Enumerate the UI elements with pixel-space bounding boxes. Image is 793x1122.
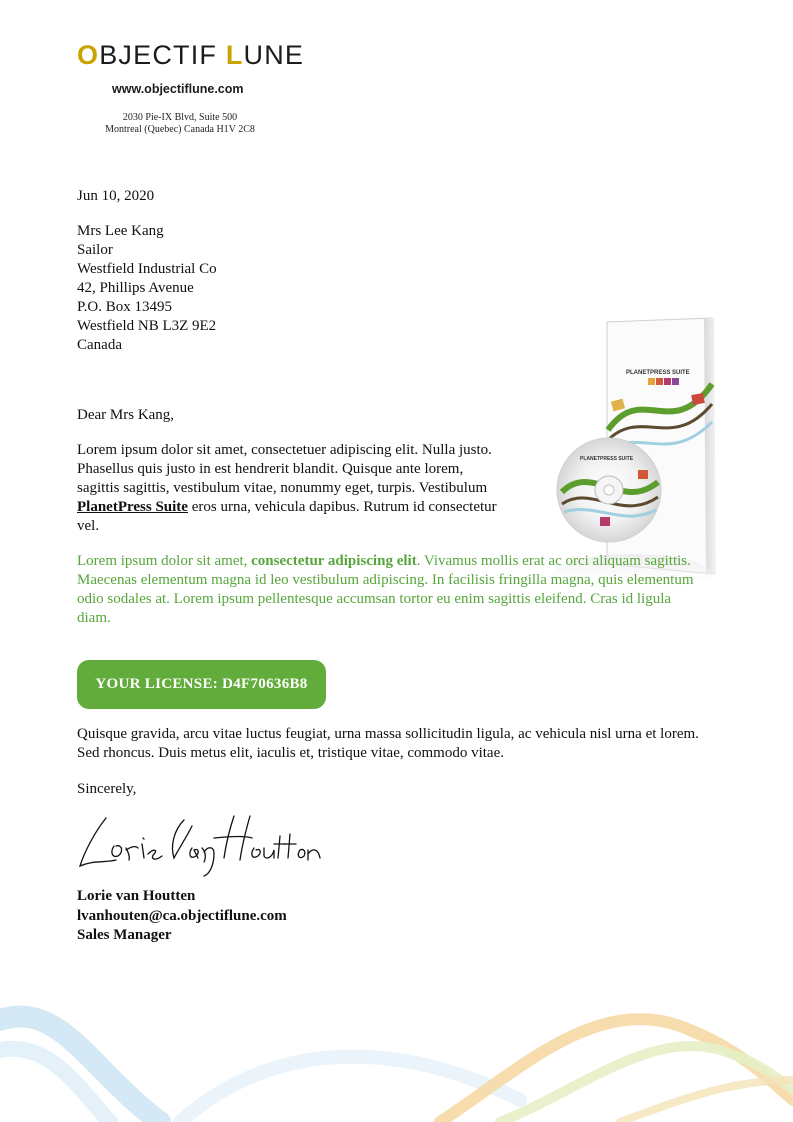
- letter-date: Jun 10, 2020: [77, 188, 155, 204]
- para1-text-start: Lorem ipsum dolor sit amet, consectetuer adipiscing elit. Nulla justo. Phasellus quis justo in est hendrerit blandit. Quisque ante lorem, sagittis sagittis, vestibulum vitae, nonummy eget, turpis. Vestibulum: [77, 442, 492, 496]
- para2-text-start: Lorem ipsum dolor sit amet,: [77, 553, 252, 569]
- decorative-waves-footer: [0, 990, 793, 1122]
- para2-text-end: . Vivamus mollis erat ac orci aliquam sagittis. Maecenas elementum magna id leo vestibulum adipiscing. In facilisis fringilla magna, quis elementum odio sodales at. Lorem ipsum pellentesque accumsan tortor eu enim sagittis eleifend. Cras id ligula diam.: [77, 553, 694, 626]
- recipient-line: Westfield Industrial Co: [77, 261, 217, 277]
- handwritten-signature: [74, 808, 324, 878]
- logo-word-bjectif: BJECTIF: [99, 40, 226, 70]
- company-website[interactable]: www.objectiflune.com: [112, 82, 244, 96]
- body-paragraph-3: Quisque gravida, arcu vitae luctus feugiat, urna massa sollicitudin ligula, ac vehicula nisl urna et lorem. Sed rhoncus. Duis metus elit, iaculis et, tristique vitae, commodo vitae.: [77, 726, 699, 761]
- recipient-line: P.O. Box 13495: [77, 299, 173, 315]
- logo-word-une: UNE: [243, 40, 305, 70]
- recipient-address: [77, 222, 217, 355]
- para2-bold-text: consectetur adipiscing elit: [251, 553, 417, 569]
- signer-title: Sales Manager: [77, 927, 172, 943]
- recipient-line: Sailor: [77, 242, 113, 258]
- company-logo: [77, 40, 304, 71]
- product-name-link[interactable]: PlanetPress Suite: [77, 499, 188, 515]
- body-paragraph-1: [77, 441, 497, 536]
- recipient-line: Westfield NB L3Z 9E2: [77, 318, 217, 334]
- signer-block: [77, 887, 287, 946]
- para1-text-end: eros urna, vehicula dapibus. Rutrum id consectetur vel.: [77, 499, 497, 534]
- license-badge: YOUR LICENSE: D4F70636B8: [77, 660, 326, 709]
- signer-name: Lorie van Houtten: [77, 888, 196, 904]
- recipient-line: 42, Phillips Avenue: [77, 280, 194, 296]
- signer-email[interactable]: lvanhouten@ca.objectiflune.com: [77, 907, 287, 924]
- box-brand-text: PLANETPRESS SUITE: [626, 370, 690, 376]
- recipient-line: Mrs Lee Kang: [77, 223, 164, 239]
- closing: Sincerely,: [77, 781, 137, 797]
- company-address-line2: Montreal (Quebec) Canada H1V 2C8: [105, 124, 255, 135]
- logo-letter-l: L: [225, 40, 244, 70]
- company-address-line1: 2030 Pie-IX Blvd, Suite 500: [122, 112, 238, 123]
- salutation: Dear Mrs Kang,: [77, 407, 175, 423]
- cd-brand-text: PLANETPRESS SUITE: [580, 456, 634, 462]
- body-paragraph-2-green: [77, 552, 697, 628]
- logo-letter-o: O: [77, 40, 100, 70]
- recipient-line: Canada: [77, 337, 122, 353]
